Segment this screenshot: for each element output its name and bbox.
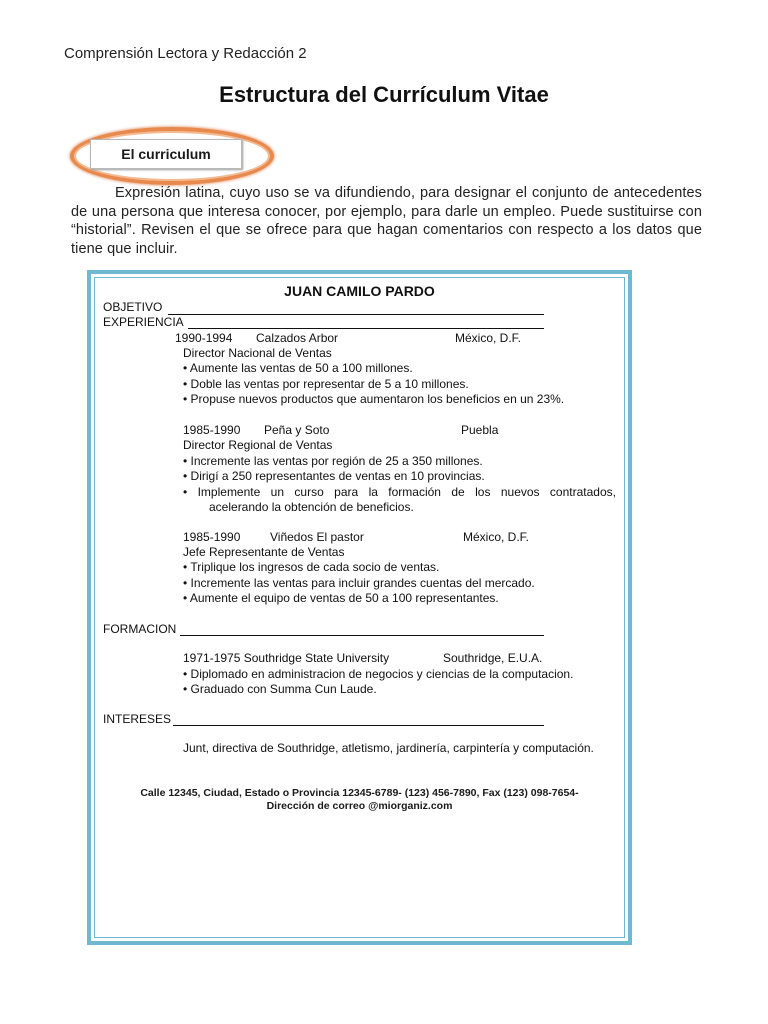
job-role: Director Regional de Ventas <box>183 438 333 452</box>
job-place: México, D.F. <box>455 331 522 345</box>
job-bullet: • Doble las ventas por representar de 5 a 10 millones. <box>183 377 469 392</box>
intro-text: Expresión latina, cuyo uso se va difundiendo, para designar el conjunto de antecedentes de una persona que interesa conocer, por ejemplo, para darle un empleo. Puede sustituirse con “historial”. Revisen el que se ofrece para que hagan comentarios con respecto a los datos que tiene que incluir. <box>71 185 702 257</box>
job-bullet: • Triplique los ingresos de cada socio de ventas. <box>183 560 439 575</box>
education-bullet: • Graduado con Summa Cun Laude. <box>183 682 377 697</box>
job-bullet: • Incremente las ventas para incluir grandes cuentas del mercado. <box>183 576 535 591</box>
job-bullet: • Aumente el equipo de ventas de 50 a 100 representantes. <box>183 591 499 606</box>
cv-name: JUAN CAMILO PARDO <box>284 283 435 299</box>
section-badge: El curriculum <box>90 139 242 169</box>
experiencia-line <box>188 328 544 329</box>
job-role: Jefe Representante de Ventas <box>183 545 345 559</box>
job-years: 1990-1994 <box>175 331 233 345</box>
intereses-label: INTERESES <box>103 712 172 726</box>
job-place: México, D.F. <box>463 530 530 544</box>
job-bullet: • Propuse nuevos productos que aumentaron los beneficios en un 23%. <box>183 392 564 407</box>
job-company: Calzados Arbor <box>256 331 339 345</box>
job-years: 1985-1990 <box>183 530 241 544</box>
cv-footer <box>94 787 625 813</box>
objetivo-line <box>168 314 544 315</box>
job-bullet: • Implemente un curso para la formación de los nuevos contratados, <box>183 485 616 500</box>
objetivo-label: OBJETIVO <box>103 300 163 314</box>
formacion-line <box>180 635 544 636</box>
job-role: Director Nacional de Ventas <box>183 346 332 360</box>
job-bullet-continuation: acelerando la obtención de beneficios. <box>209 500 414 514</box>
job-company: Viñedos El pastor <box>270 530 364 544</box>
job-years: 1985-1990 <box>183 423 241 437</box>
course-header: Comprensión Lectora y Redacción 2 <box>64 45 307 62</box>
job-place: Puebla <box>461 423 499 437</box>
education-line: 1971-1975 Southridge State University <box>183 651 390 665</box>
job-company: Peña y Soto <box>264 423 330 437</box>
cv-footer-address: Calle 12345, Ciudad, Estado o Provincia 12345-6789- (123) 456-7890, Fax (123) 098-7654- <box>140 787 579 799</box>
formacion-label: FORMACION <box>103 622 177 636</box>
intereses-line <box>173 725 544 726</box>
job-bullet: • Aumente las ventas de 50 a 100 millones. <box>183 361 413 376</box>
intro-paragraph <box>71 184 702 258</box>
cv-footer-email: Dirección de correo @miorganiz.com <box>266 800 453 812</box>
experiencia-label: EXPERIENCIA <box>103 315 184 329</box>
page-title: Estructura del Currículum Vitae <box>219 82 549 107</box>
job-bullet: • Incremente las ventas por región de 25 a 350 millones. <box>183 454 483 469</box>
education-place: Southridge, E.U.A. <box>443 651 543 665</box>
education-bullet: • Diplomado en administracion de negocios y ciencias de la computacion. <box>183 667 573 682</box>
interests-text: Junt, directiva de Southridge, atletismo, jardinería, carpintería y computación. <box>183 741 594 755</box>
job-bullet: • Dirigí a 250 representantes de ventas en 10 provincias. <box>183 469 485 484</box>
